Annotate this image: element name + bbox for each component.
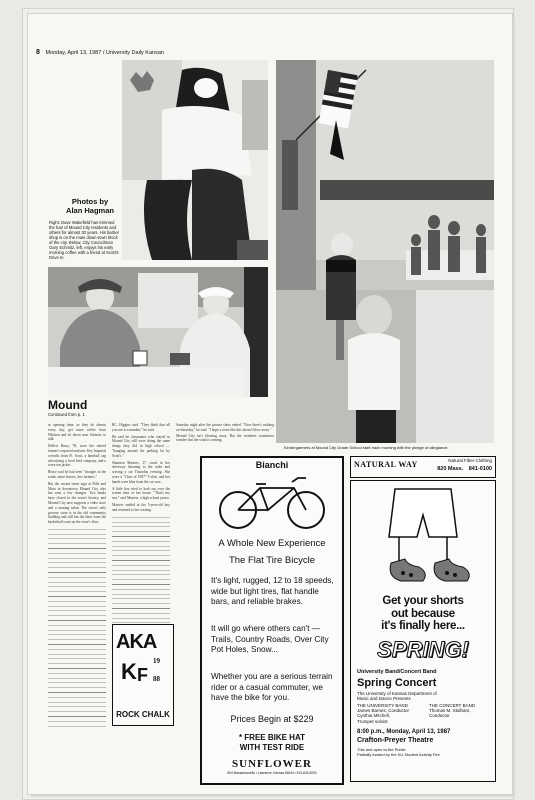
photos-credit-line1: Photos by [71,197,109,206]
coffee-photo [48,267,268,397]
natural-way-ad [350,456,496,478]
band-credits-left [357,703,409,724]
aka-year-bottom: 88 [153,675,160,683]
bianchi-features: It's light, rugged, 12 to 18 speeds, wide but light tires, flat handle bars, and reliable brakes. [211,576,334,606]
aka-ad [112,624,174,726]
left-credit: Trumpet soloist [357,718,388,724]
bianchi-headline: A Whole New Experience [218,538,326,549]
page-number: 8 [36,49,40,56]
natural-way-phone: 841-0100 [468,466,492,472]
col1-para: Bruce said he had seen "changes in the roads, more houses, less farmers." [48,470,106,479]
shorts-illustration [373,483,473,593]
concert-time: 8:00 p.m., Monday, April 13, 1987 [357,729,451,735]
band-name: University Band/Concert Band [357,669,437,675]
natural-way-tagline: Natural Fiber Clothing [448,458,492,463]
bianchi-subhead: The Flat Tire Bicycle [228,555,316,566]
col1-para: But the vacant street sign at Fifth and Main in downtown Mound City also has seen a few changes. Two banks have closed in the town's history, and Mound City now supports a video store and a tanning salon. The town's only grocery store is in the old community building and still has the lines from the basketball court on the store's floor. [48,481,106,525]
story-headline: Mound [48,398,88,412]
concert-venue: Crafton-Preyer Theatre [357,737,434,744]
bianchi-brand: Bianchi [255,460,289,470]
col3-para: Saturday night after the picture show ended. "Now there's nothing on Saturday," he said. "I hope a town like this doesn't blow away." [176,423,274,432]
presenter-line1: The University of Kansas Department of [357,691,437,696]
barber-photo [122,60,268,260]
left-credit: James Barnes, Conductor [357,708,410,714]
photo-caption: Right: Dave Wakefield has trimmed the hair of Mound City residents and others for almost 30 years. His barber shop is on the main down-town block of the city. Below, City Councilman Gary Schmitz, left, enjoys his early morning coffee with a friend at Scott's Drive In. [49,220,120,260]
aka-f: F [137,665,148,685]
bianchi-terrain: It will go where others can't — Trails, Country Roads, Over City Pot Holes, Snow... [211,624,329,654]
aka-year-top: 19 [153,657,160,665]
headline-line2: out because [391,607,455,620]
concert-title: Spring Concert [357,677,437,689]
presenter-line2: Music and Dance Presents [357,696,411,701]
col3-para: Mound City isn't blowing away. But the residents sometimes wonder that the wind is coming. [176,433,274,443]
concert-headline [351,595,495,633]
sunflower-logo: SUNFLOWER [232,758,312,770]
school-caption: Kindergartners at Mound City Grade School start each morning with the pledge of allegiance. [284,445,449,450]
left-credit: THE UNIVERSITY BAND [357,703,408,708]
bianchi-riders: Whether you are a serious terrain rider or a casual commuter, we have the bike for you. [211,672,333,702]
natural-way-address: 820 Mass. [437,466,464,472]
school-photo [276,60,494,443]
col2-para: Masters smiled at the 5-year-old boy and returned to her waxing. [112,502,170,512]
bianchi-promo-line2: WITH TEST RIDE [239,743,305,752]
story-column-1 [48,423,106,778]
story-continued: Continued from p. 1 [48,412,85,417]
concert-ad [350,480,496,782]
band-credits-right [429,703,475,719]
photos-credit-line2: Alan Hagman [66,206,114,215]
aka-k: K [121,659,137,684]
col2-para: RC, Higgins said. "They think that all you are is a number," he said. [112,423,170,432]
natural-way-contact [437,466,492,472]
aka-tagline: ROCK CHALK [116,710,170,719]
col2-para: He said he classmates who stayed in Mound City still were doing the same things they did in high school — "hanging around the parking lot by Scott's." [112,434,170,458]
right-credit: Thomas M. Stidham, [429,708,471,714]
spring-banner: SPRING! [377,637,469,662]
headline-line3: it's finally here... [381,620,465,632]
natural-way-name: NATURAL WAY [354,460,418,469]
bianchi-price: Prices Begin at $229 [230,714,314,724]
bicycle-illustration [216,472,328,534]
photos-credit [58,197,122,215]
col1-para: Dellert Drury, 78, wore the retired farmer's required uniform: Key Imperial overalls from Ft. Scott, a baseball cap advertising a local feed company, and a worn tan jacket. [48,444,106,468]
page-header [36,49,164,56]
free-admission: This and open to the Public [357,747,406,752]
headline-line1: Get your shorts [382,595,464,607]
dateline: Monday, April 13, 1987 / University Daily Kansan [45,50,164,56]
bianchi-promo-line1: * FREE BIKE HAT [238,733,306,742]
col1-para: at opening time, as they do almost every day, get some coffee from Whitten and sit down near Schmitz to talk. [48,423,106,442]
story-column-3 [176,423,274,455]
right-credit: Conductor [429,713,450,719]
col2-para: Shannon Masters, 17, stood in her driveway listening to the radio and waving a car Thursday evening. She wore a "Class of 1987" T-shirt, and her hands were blue from the car wax. [112,460,170,484]
funding-note: Partially funded by the KU Student Activity Fee [357,752,440,757]
sunflower-address: 804 Massachusetts • Lawrence, Kansas 66044 • 913-843-5000 [227,771,317,775]
right-credit: THE CONCERT BAND [429,703,476,708]
aka-letters: AKA [116,631,157,653]
left-credit: Cynthia Mitchell, [357,713,391,719]
bianchi-ad [200,456,344,785]
col2-para: A little boy tried to look out over the screen door of her house. "That's my son," said Masters, a high school junior. [112,486,170,501]
col1-filler-text [48,527,106,727]
